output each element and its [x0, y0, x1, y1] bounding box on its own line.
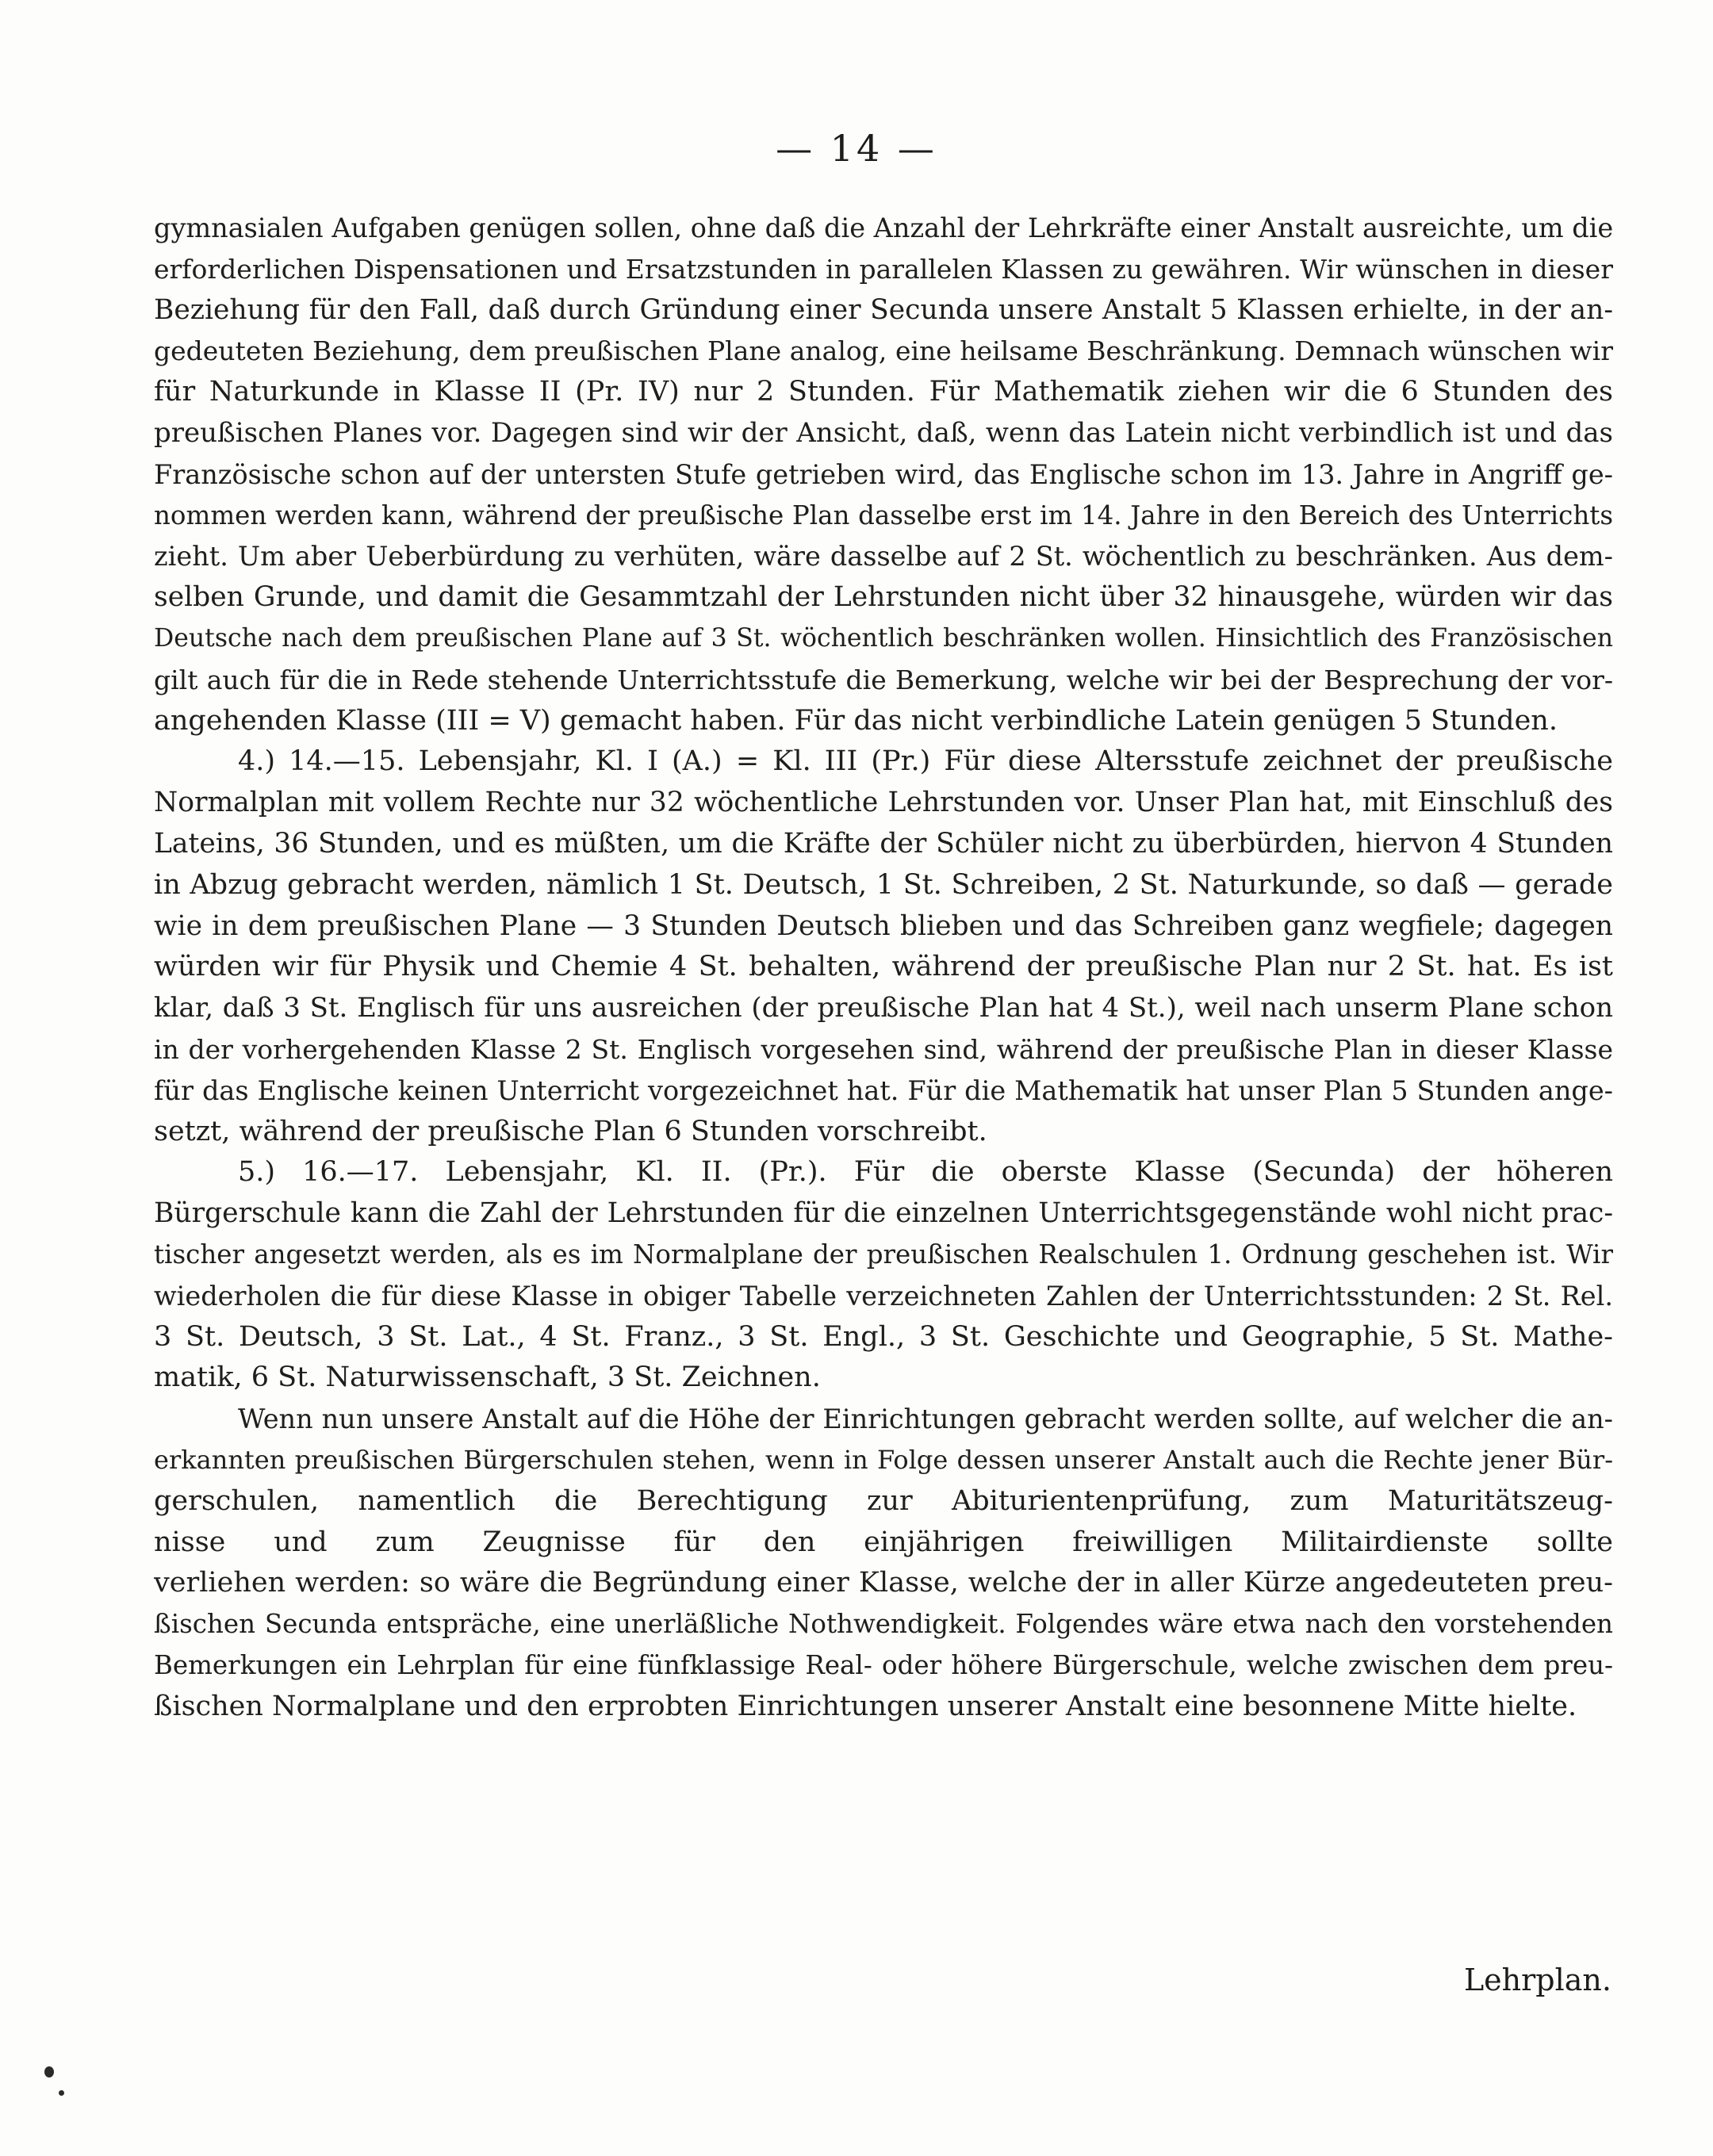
paragraph-start-line: Wenn nun unsere Anstalt auf die Höhe der Einrichtungen gebracht werden sollte, auf welcher die an-	[238, 1404, 1613, 1435]
body-text	[154, 208, 1613, 1727]
text-line: wie in dem preußischen Plane — 3 Stunden Deutsch blieben und das Schreiben ganz wegfiele; dagegen	[154, 910, 1613, 942]
text-line: Normalplan mit vollem Rechte nur 32 wöchentliche Lehrstunden vor. Unser Plan hat, mit Einschluß des	[154, 787, 1613, 819]
text-line: tischer angesetzt werden, als es im Normalplane der preußischen Realschulen 1. Ordnung geschehen ist. Wir	[154, 1239, 1613, 1269]
section-heading-line: 5.) 16.—17. Lebensjahr, Kl. II. (Pr.). Für die oberste Klasse (Secunda) der höheren	[238, 1156, 1613, 1189]
text-line: klar, daß 3 St. Englisch für uns ausreichen (der preußische Plan hat 4 St.), weil nach unserm Plane schon	[154, 992, 1613, 1024]
text-line: in der vorhergehenden Klasse 2 St. Englisch vorgesehen sind, während der preußische Plan in dieser Klasse	[154, 1033, 1613, 1065]
text-line: verliehen werden: so wäre die Begründung einer Klasse, welche der in aller Kürze angedeuteten preu-	[154, 1567, 1613, 1599]
text-line: erkannten preußischen Bürgerschulen stehen, wenn in Folge dessen unserer Anstalt auch die Rechte jener Bür-	[154, 1444, 1613, 1475]
text-line: Französische schon auf der untersten Stufe getrieben wird, das Englische schon im 13. Jahre in Angriff ge-	[154, 458, 1613, 490]
text-line: gerschulen, namentlich die Berechtigung zur Abiturientenprüfung, zum Maturitätszeug-	[154, 1484, 1613, 1517]
text-line: erforderlichen Dispensationen und Ersatzstunden in parallelen Klassen zu gewähren. Wir wünschen in dieser	[154, 253, 1613, 285]
text-line: Bürgerschule kann die Zahl der Lehrstunden für die einzelnen Unterrichtsgegenstände wohl nicht prac-	[154, 1197, 1613, 1230]
text-line: würden wir für Physik und Chemie 4 St. behalten, während der preußische Plan nur 2 St. hat. Es ist	[154, 951, 1613, 983]
text-line: Beziehung für den Fall, daß durch Gründung einer Secunda unsere Anstalt 5 Klassen erhielte, in der an-	[154, 293, 1613, 326]
text-line: setzt, während der preußische Plan 6 Stunden vorschreibt.	[154, 1115, 987, 1147]
page-number: — 14 —	[776, 127, 937, 170]
text-line: ßischen Normalplane und den erprobten Einrichtungen unserer Anstalt eine besonnene Mitte hielte.	[154, 1690, 1577, 1722]
text-line: ßischen Secunda entspräche, eine unerläßliche Nothwendigkeit. Folgendes wäre etwa nach den vorstehenden	[154, 1609, 1613, 1640]
text-line: Lateins, 36 Stunden, und es müßten, um die Kräfte der Schüler nicht zu überbürden, hiervon 4 Stunden	[154, 827, 1613, 860]
text-line: nisse und zum Zeugnisse für den einjährigen freiwilligen Militairdienste sollte	[154, 1526, 1613, 1558]
ink-speck	[44, 2066, 54, 2077]
text-line: matik, 6 St. Naturwissenschaft, 3 St. Zeichnen.	[154, 1361, 821, 1394]
text-line: nommen werden kann, während der preußische Plan dasselbe erst im 14. Jahre in den Bereich des Unterrichts	[154, 500, 1613, 530]
text-line: Bemerkungen ein Lehrplan für eine fünfklassige Real- oder höhere Bürgerschule, welche zwischen dem preu-	[154, 1649, 1613, 1680]
text-line: Deutsche nach dem preußischen Plane auf 3 St. wöchentlich beschränken wollen. Hinsichtlich des Französischen	[154, 623, 1613, 653]
text-line: für das Englische keinen Unterricht vorgezeichnet hat. Für die Mathematik hat unser Plan 5 Stunden ange-	[154, 1074, 1613, 1106]
text-line: 3 St. Deutsch, 3 St. Lat., 4 St. Franz., 3 St. Engl., 3 St. Geschichte und Geographie, 5 St. Mathe-	[154, 1320, 1613, 1353]
text-line: für Naturkunde in Klasse II (Pr. IV) nur 2 Stunden. Für Mathematik ziehen wir die 6 Stunden des	[154, 376, 1613, 408]
text-line: gilt auch für die in Rede stehende Unterrichtsstufe die Bemerkung, welche wir bei der Besprechung der vor-	[154, 664, 1613, 695]
text-line: in Abzug gebracht werden, nämlich 1 St. Deutsch, 1 St. Schreiben, 2 St. Naturkunde, so daß — gerade	[154, 868, 1613, 901]
text-line: zieht. Um aber Ueberbürdung zu verhüten, wäre dasselbe auf 2 St. wöchentlich zu beschränken. Aus dem-	[154, 541, 1613, 573]
text-line: wiederholen die für diese Klasse in obiger Tabelle verzeichneten Zahlen der Unterrichtsstunden: 2 St. Rel.	[154, 1280, 1613, 1312]
ink-speck	[59, 2090, 64, 2096]
text-line: angehenden Klasse (III = V) gemacht haben. Für das nicht verbindliche Latein genügen 5 Stunden.	[154, 704, 1558, 737]
text-line: gymnasialen Aufgaben genügen sollen, ohne daß die Anzahl der Lehrkräfte einer Anstalt ausreichte, um die	[154, 213, 1613, 243]
catchword: Lehrplan.	[1463, 1963, 1611, 1997]
text-line: selben Grunde, und damit die Gesammtzahl der Lehrstunden nicht über 32 hinausgehe, würden wir das	[154, 581, 1613, 614]
text-line: preußischen Planes vor. Dagegen sind wir der Ansicht, daß, wenn das Latein nicht verbindlich ist und das	[154, 416, 1613, 449]
section-heading-line: 4.) 14.—15. Lebensjahr, Kl. I (A.) = Kl. III (Pr.) Für diese Altersstufe zeichnet der preußische	[238, 745, 1613, 778]
text-line: gedeuteten Beziehung, dem preußischen Plane analog, eine heilsame Beschränkung. Demnach wünschen wir	[154, 335, 1613, 367]
